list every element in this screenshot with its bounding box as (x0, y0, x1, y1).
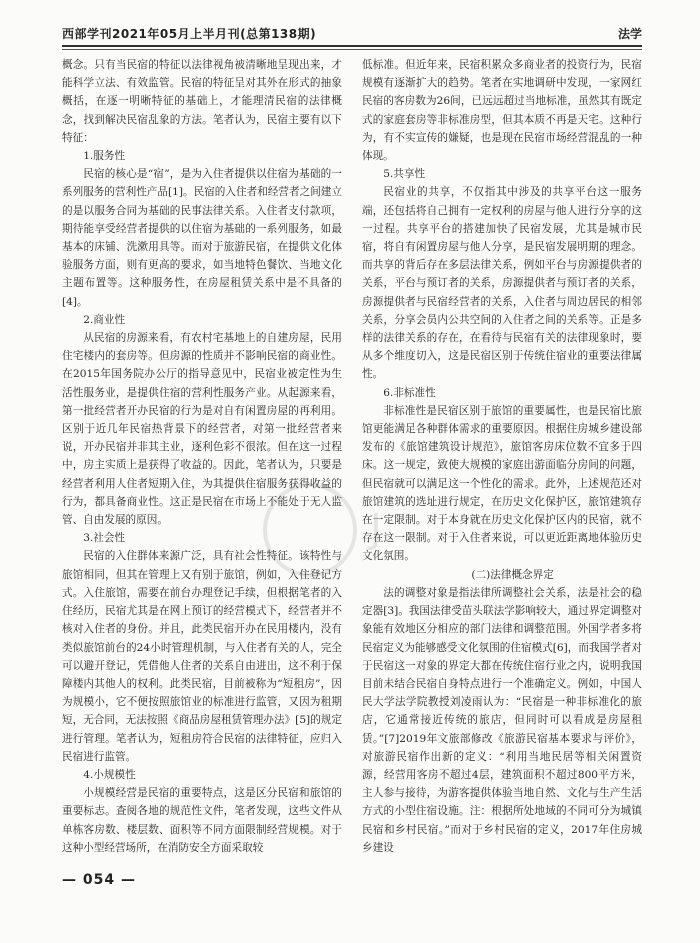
subsection-heading: 5.共享性 (383, 168, 426, 181)
body-paragraph: 民宿的核心是“宿”，是为入住者提供以住宿为基础的一系列服务的营利性产品[1]。民宿的入住者和经营者之间建立的是以服务合同为基础的民事法律关系。入住者支付款项，期待能享受经营者提供的以住宿为基础的一系列服务，如最基本的床铺、洗漱用具等。而对于旅游民宿，在提供文化体验服务方面，则有更高的要求，如当地特色餐饮、当地文化主题布置等。这种服务性，在房屋租赁关系中是不具备的[4]。 (62, 168, 342, 308)
body-paragraph: 低标准。但近年来，民宿积累众多商业者的投资行为，民宿规模有逐渐扩大的趋势。笔者在实地调研中发现，一家网红民宿的客房数为26间，已远远超过当地标准，虽然其有既定式的家庭套房等非标准房型，但其本质不再是天宅。这种行为，有不实宣传的嫌疑，也是现在民宿市场经营混乱的一种体现。 (362, 59, 642, 163)
subsection-heading: 2.商业性 (83, 313, 126, 326)
header-rule-thick (62, 45, 642, 47)
subsection-heading: 1.服务性 (83, 150, 126, 163)
left-column (62, 56, 342, 857)
body-paragraph: 小规模经营是民宿的重要特点，这是区分民宿和旅馆的重要标志。查阅各地的规范性文件，笔者发现，这些文件从单栋客房数、楼层数、面积等不同方面限制经营规模。对于这种小型经营场所，在消防安全方面采取较 (62, 787, 342, 854)
body-paragraph: 民宿业的共享，不仅指其中涉及的共享平台这一服务端，还包括将自己拥有一定权利的房屋与他人进行分享的这一过程。共享平台的搭建加快了民宿发展，尤其是城市民宿，将自有闲置房屋与他人分享，是民宿发展明期的理念。而共享的背后存在多层法律关系，例如平台与房源提供者的关系，平台与预订者的关系，房源提供者与预订者的关系，房源提供者与民宿经营者的关系，入住者与周边居民的相邻关系，分享会员内公共空间的入住者之间的关系等。正是多样的法律关系的存在，在看待与民宿有关的法律现象时，要从多个维度切入，这是民宿区别于传统住宿业的重要法律属性。 (362, 186, 642, 381)
running-header (62, 22, 642, 42)
body-paragraph: 概念。只有当民宿的特征以法律视角被清晰地呈现出来，才能科学立法、有效监管。民宿的特征呈对其外在形式的抽象概括，在逐一明晰特征的基础上，才能理清民宿的法律概念，找到解决民宿乱象的方法。笔者认为，民宿主要有以下特征： (62, 59, 342, 144)
subsection-heading: 3.社会性 (83, 532, 126, 545)
svg-text:J: J (370, 506, 382, 552)
right-column (362, 56, 642, 857)
page-number: — 054 — (62, 872, 136, 888)
header-rule-thin (62, 49, 642, 50)
section-heading: (二)法律概念界定 (471, 568, 554, 581)
body-paragraph: 从民宿的房源来看，有农村宅基地上的自建房屋，民用住宅楼内的套房等。但房源的性质并不影响民宿的商业性。在2015年国务院办公厅的指导意见中，民宿业被定性为生活性服务业，是提供住宿的营利性服务产业。从起源来看，第一批经营者开办民宿的行为是对自有闲置房屋的再利用。区别于近几年民宿热背景下的经营者，对第一批经营者来说，开办民宿并非其主业，逐利色彩不很浓。但在这一过程中，房主实质上是获得了收益的。因此，笔者认为，只要是经营者利用人住者短期入住，为其提供住宿服务获得收益的行为，都具备商业性。这正是民宿在市场上不能处于无人监管、自由发展的原因。 (62, 332, 342, 527)
body-paragraph: 非标准性是民宿区别于旅馆的重要属性，也是民宿比旅馆更能满足各种群体需求的重要原因。根据住房城乡建设部发布的《旅馆建筑设计规范》，旅馆客房床位数不宜多于四床。这一规定，致使大规模的家庭出游面临分房间的问题，但民宿就可以满足这一个性化的需求。此外，上述规范还对旅馆建筑的选址进行规定，在历史文化保护区，旅馆建筑存在一定限制。对于本身就在历史文化保护区内的民宿，就不存在这一限制。对于入住者来说，可以更近距离地体验历史文化氛围。 (362, 404, 642, 563)
body-paragraph: 法的调整对象是指法律所调整社会关系，法是社会的稳定器[3]。我国法律受苗头联法学影响较大，通过界定调整对象能有效地区分相应的部门法律和调整范围。外国学者多将民宿定义为能够感受文化氛围的住宿模式[6]，而我国学者对于民宿这一对象的界定大都在传统住宿行业之内，说明我国目前未结合民宿自身特点进行一个准确定义。例如，中国人民大学法学院教授刘凌雨认为：“民宿是一种非标准化的旅店，它通常接近传统的旅店，但同时可以看成是房屋租赁。”[7]2019年文旅部修改《旅游民宿基本要求与评价》，对旅游民宿作出新的定义：“利用当地民居等相关闲置资源，经营用客房不超过4层，建筑面积不超过800平方米，主人参与接待，为游客提供体验当地自然、文化与生产生活方式的小型住宿设施。注：根据所处地域的不同可分为城镇民宿和乡村民宿。”而对于乡村民宿的定义，2017年住房城乡建设 (362, 586, 642, 854)
subsection-heading: 4.小规模性 (83, 768, 136, 781)
journal-title: 西部学刊2021年05月上半月刊(总第138期) (62, 27, 317, 41)
subsection-heading: 6.非标准性 (383, 386, 436, 399)
section-title: 法学 (617, 27, 642, 41)
body-paragraph: 民宿的入住群体来源广泛，具有社会性特征。该特性与旅馆相同，但其在管理上又有别于旅馆，例如，入住登记方式。入住旅馆，需要在前台办理登记手续，但根据笔者的入住经历，民宿尤其是在网上预订的经营模式下，经营者并不核对入住者的身份。并且，此类民宿开办在民用楼内，没有类似旅馆前台的24小时管理机制，与入住者有关的人，完全可以避开登记，凭借他人住者的关系自由进出，这不利于保障楼内其他人的权利。此类民宿，目前被称为“短租房”，因为规模小，它不便按照旅馆业的标准进行监管，又因为租期短，无合同，无法按照《商品房屋租赁管理办法》[5]的规定进行管理。笔者认为，短租房符合民宿的法律特征，应归入民宿进行监管。 (62, 550, 342, 763)
